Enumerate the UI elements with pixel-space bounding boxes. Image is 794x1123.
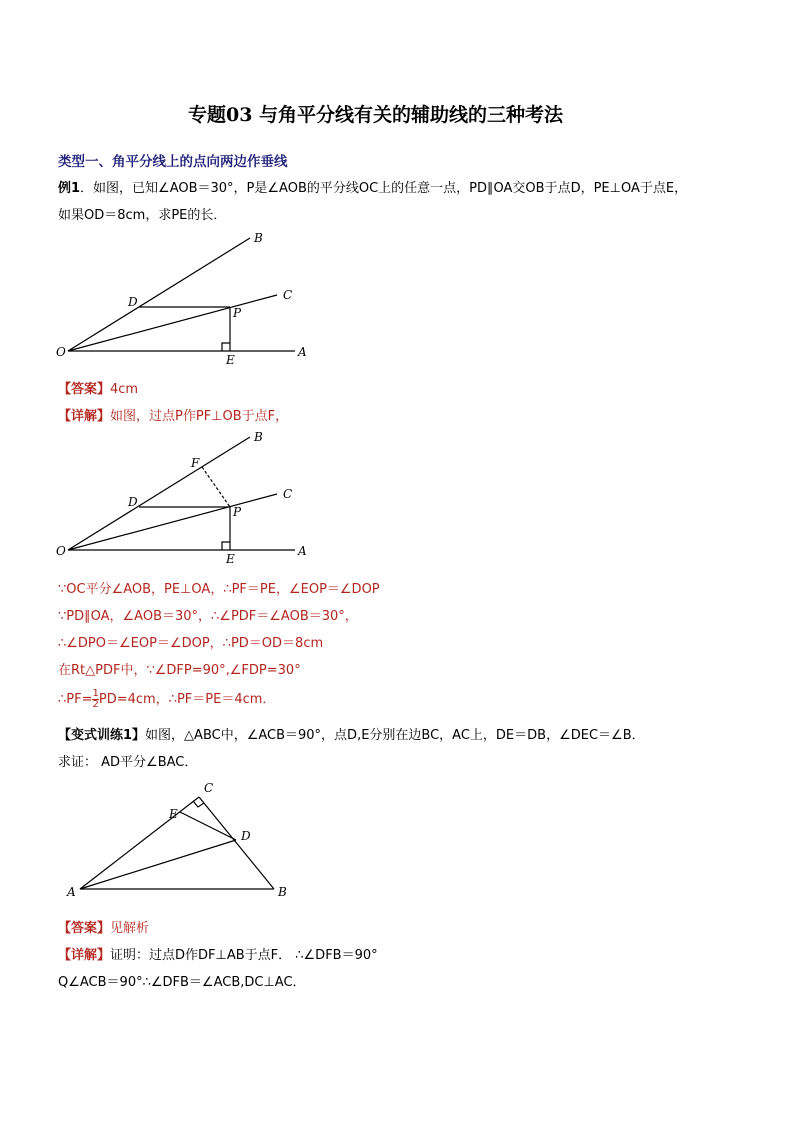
label-b: B [254, 231, 263, 245]
label-b: B [254, 430, 263, 444]
section-heading: 类型一、角平分线上的点向两边作垂线 [58, 154, 288, 170]
label-e: E [226, 353, 235, 367]
label-a: A [298, 544, 307, 558]
label-o: O [56, 544, 66, 558]
answer-tag: 【答案】 [58, 921, 111, 936]
label-c: C [283, 288, 293, 302]
variant-text: 如图，△ABC中，∠ACB＝90°，点D,E分别在边BC，AC上，DE＝DB，∠DEC＝∠B． [145, 728, 645, 743]
example-text: ．如图，已知∠AOB＝30°，P是∠AOB的平分线OC上的任意一点，PD∥OA交OB于点D，PE⊥OA于点E， [80, 181, 688, 196]
label-d: D [128, 495, 138, 509]
solution-prefix: ∴PF= [58, 692, 93, 707]
detail-2-line-2: Q∠ACB＝90°∴∠DFB＝∠ACB,DC⊥AC． [58, 975, 306, 990]
page-title: 专题03 与角平分线有关的辅助线的三种考法 [188, 104, 564, 126]
label-c: C [283, 487, 293, 501]
side-cb [199, 797, 274, 889]
detail-text: 如图，过点P作PF⊥OB于点F， [110, 409, 289, 424]
label-e: E [169, 807, 178, 821]
detail-tag: 【详解】 [58, 948, 111, 963]
label-d: D [241, 829, 251, 843]
detail-tag: 【详解】 [58, 409, 111, 424]
detail-2 [58, 944, 378, 963]
segment-ed [180, 812, 236, 840]
solution-line-1: ∵OC平分∠AOB，PE⊥OA，∴PF＝PE，∠EOP＝∠DOP [58, 582, 380, 597]
solution-suffix: PD=4cm，∴PF＝PE＝4cm． [98, 692, 276, 707]
label-f: F [191, 456, 200, 470]
fraction-numerator: 1 [92, 688, 99, 699]
label-b: B [278, 885, 287, 899]
label-p: P [233, 306, 242, 320]
answer-2 [58, 917, 149, 936]
answer-text: 见解析 [110, 921, 150, 936]
fraction-denominator: 2 [92, 699, 99, 710]
label-o: O [56, 345, 66, 359]
segment-ad [80, 840, 236, 889]
answer-text: 4cm [110, 382, 139, 397]
variant-1-line-2: 求证： AD平分∠BAC． [58, 755, 198, 770]
variant-tag: 【变式训练1】 [58, 728, 146, 743]
solution-line-4: 在Rt△PDF中，∵∠DFP=90°,∠FDP=30° [58, 663, 301, 678]
solution-line-3: ∴∠DPO＝∠EOP＝∠DOP，∴PD＝OD＝8cm [58, 636, 324, 651]
detail-text: 证明：过点D作DF⊥AB于点F． ∴∠DFB＝90° [110, 948, 378, 963]
label-c: C [204, 781, 214, 795]
label-e: E [226, 552, 235, 566]
answer-tag: 【答案】 [58, 382, 111, 397]
side-ac [80, 797, 199, 889]
example-label: 例1 [58, 181, 81, 196]
label-a: A [67, 885, 76, 899]
label-p: P [233, 505, 242, 519]
example-1-line-2: 如果OD＝8cm，求PE的长． [58, 208, 227, 223]
label-a: A [298, 345, 307, 359]
label-d: D [128, 295, 138, 309]
solution-line-2: ∵PD∥OA，∠AOB＝30°，∴∠PDF＝∠AOB＝30°， [58, 609, 358, 624]
